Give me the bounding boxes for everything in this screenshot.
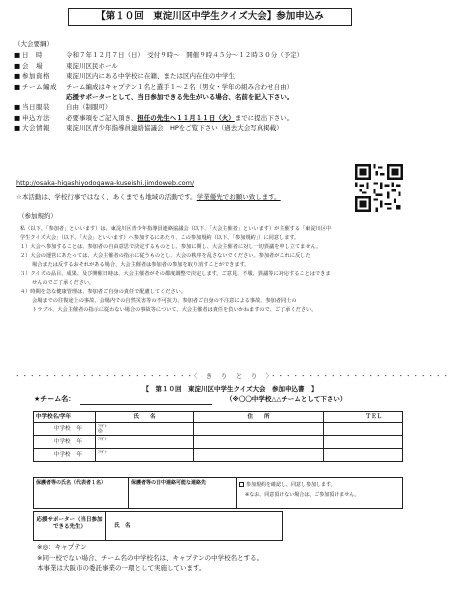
school-grade-cell[interactable]: 中学校 年 <box>34 436 96 449</box>
header-school-grade: 中学校名/学年 <box>34 412 96 423</box>
table-header <box>34 412 403 423</box>
supporter-section <box>33 511 283 541</box>
overview-heading: （大会要綱） <box>14 40 53 48</box>
emergency-contact-field[interactable]: 保護者等の日中連絡可能な連絡先 <box>129 478 237 508</box>
terms-line: せんのでご了承ください。 <box>32 280 95 286</box>
consent-check[interactable]: 参加規約を確認し、同意し参加します。 ※なお、同意頂けない場合は、ご参加頂けません。 <box>237 478 402 508</box>
header-name: 氏 名 <box>96 412 194 423</box>
deadline-text: 担任の先生へ１１月１１日（火） <box>137 113 235 122</box>
form-title: 【 第１０回 東淀川区中学生クイズ大会 参加申込書 】 <box>142 385 318 393</box>
terms-line: １）大会へ参加することは、参加者の自由意思で決定するものとし、参加に関し、大会主催者に対し一切異議を申し立てません。 <box>20 244 322 250</box>
table-row <box>34 449 403 462</box>
supporter-label: 応援サポーター（当日参加できる先生） <box>34 512 106 540</box>
terms-line: 学生クイズ大会」（以下、「大会」といいます）へ参加するにあたり、この参加規約（以下、「参加規約」）に同意します。 <box>20 235 300 241</box>
guardian-name-field[interactable]: 保護者等の氏名（代表者１名） <box>34 478 129 508</box>
terms-line: ２）大会の運営にあたっては、大会主催者の指示に従うものとし、大会の秩序を乱さないでください。参加者がこれに反した <box>20 253 311 259</box>
terms-line: 私（以下、「参加者」といいます）は、東淀川区青少年指導員連絡協議会（以下、「大会主催者」といいます）が主催する「東淀川区中 <box>20 226 332 232</box>
address-cell[interactable] <box>194 449 324 462</box>
name-cell[interactable]: ﾌﾘｶﾞﾅ <box>96 436 194 449</box>
supporter-note: 応援サポーターとして、当日参加できる先生がいる場合、名前を記入下さい。 <box>66 93 294 102</box>
footer-captain-note: ※◎：キャプテン <box>37 543 87 551</box>
terms-line: 会場までの往復途上の事故、会場内での自然災害等の不可抗力、参加者ご自身の不注意による事故、参加者同士の <box>32 298 297 304</box>
footer-school-note: ※同一校でない場合、チーム名の中学校名は、キャプテンの中学校名とする。 <box>37 553 264 562</box>
terms-line: ４）時間を急な健康管理は、参加者ご自身の責任で配慮してください。 <box>20 289 187 295</box>
page-title: 【第１０回 東淀川区中学生クイズ大会】参加申込み <box>68 8 352 26</box>
name-cell[interactable]: ﾌﾘｶﾞﾅ <box>96 449 194 462</box>
terms-heading: （参加規約） <box>18 212 57 220</box>
captain-mark: ◎ <box>98 427 103 434</box>
overview-row-datetime: ■ 日 時 令和７年１２月７日（日） 受付９時～ 開催９時４５分～１２時３０分（予定） <box>14 51 304 60</box>
form-footer <box>37 542 263 574</box>
terms-line: トラブル、大会主催者の指示に従わない場合の事故等について、大会主催者は責任を負いかねますので、ご了承ください。 <box>32 307 317 313</box>
team-name-hint: （※〇〇中学校△△チームとして下さい） <box>226 395 347 403</box>
team-name-field[interactable] <box>80 404 212 405</box>
event-overview <box>14 40 406 134</box>
footer-sponsor-note: 本事業は大阪市の委託事業の一環として実施しています。 <box>37 564 206 572</box>
overview-row-eligibility: ■ 参加資格 東淀川区内にある中学校に在籍、または区内在住の中学生 <box>14 72 235 81</box>
overview-row-venue: ■ 会 場 東淀川区民ホール <box>14 61 118 70</box>
header-tel: ＴＥＬ <box>324 412 403 423</box>
tel-cell[interactable] <box>324 423 403 436</box>
school-grade-cell[interactable]: 中学校 年 <box>34 449 96 462</box>
cut-line: ・・・・・・・・・・・・・・・・・・・・・・・・〈 き り と り 〉・・・・・・・・・・・・・・・・・・・・・・・・ <box>14 372 450 380</box>
school-grade-cell[interactable]: 中学校 年 <box>34 423 96 436</box>
supporter-name-field[interactable]: 氏 名 <box>114 523 131 529</box>
overview-row-dress: ■ 当日服装 自由（制服可） <box>14 103 112 112</box>
guardian-section <box>33 477 403 509</box>
overview-row-info: ■ 大会情報 東淀川区青少年指導員連絡協議会 HPをご覧下さい（過去大会写真掲載） <box>14 124 283 133</box>
team-name-label: ★チーム名： <box>34 395 76 403</box>
address-cell[interactable] <box>194 436 324 449</box>
table-row <box>34 436 403 449</box>
header-address: 住 所 <box>194 412 324 423</box>
terms-line: 場合または反するおそれがある場合、大会主催者は参加者の参加を取り消すことができます。 <box>32 262 250 268</box>
address-cell[interactable] <box>194 423 324 436</box>
website-link[interactable]: http://osaka-higashiyodogawa-kuseishi.jimdoweb.com/ <box>16 179 195 187</box>
name-cell[interactable]: ﾌﾘｶﾞﾅ ◎ <box>96 423 194 436</box>
table-row <box>34 423 403 436</box>
terms-body <box>20 225 404 315</box>
consent-checkbox[interactable] <box>239 482 244 487</box>
tel-cell[interactable] <box>324 449 403 462</box>
overview-row-team: ■ チーム編成 チーム編成はキャプテン１名と選手１～２名（男女・学年の組み合わせ自由） <box>14 82 294 91</box>
terms-line: ３）クイズの品目、成果、及び開催日時は、大会主催者がその都度調整で決定します。ご意見、不服、異議等に対応することはできま <box>20 271 331 277</box>
qr-code-icon <box>355 164 403 212</box>
overview-row-application: ■ 申込方法 必要事項をご記入頂き、担任の先生へ１１月１１日（火）までに提出下さい。 <box>14 113 294 122</box>
tel-cell[interactable] <box>324 436 403 449</box>
activity-note: ☆本活動は、学校行事ではなく、あくまでも地域の活動です。学業優先でお願い致します。 <box>16 193 281 201</box>
member-table <box>33 411 403 462</box>
